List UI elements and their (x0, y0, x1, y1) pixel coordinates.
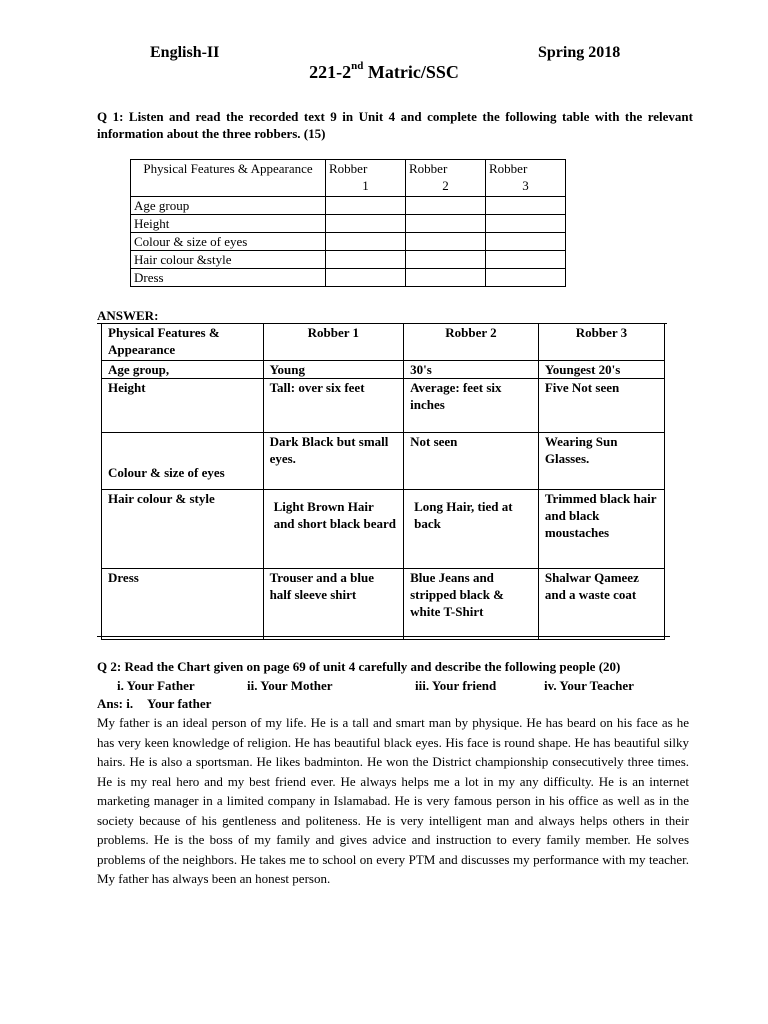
term-heading: Spring 2018 (538, 44, 621, 61)
blank-cell (486, 197, 566, 215)
table-row (131, 197, 566, 215)
robber-label: Robber (489, 161, 528, 176)
blank-cell (326, 215, 406, 233)
title-superscript: nd (351, 60, 364, 72)
blank-cell (486, 233, 566, 251)
row-label: Hair colour & style (102, 490, 264, 569)
answer-cell: Long Hair, tied at back (404, 490, 539, 569)
table-row (131, 251, 566, 269)
list-item: iii. Your friend (415, 678, 497, 693)
title-prefix: 221-2 (309, 62, 352, 82)
blank-cell (486, 269, 566, 287)
page-title (0, 62, 768, 83)
answer-cell: Shalwar Qameez and a waste coat (538, 569, 664, 640)
list-item: iv. Your Teacher (544, 678, 634, 693)
question-1: Q 1: Listen and read the recorded text 9 in Unit 4 and complete the following table with the relevant information about the three robbers. (15) (97, 109, 693, 141)
robber-label: Robber (409, 161, 448, 176)
blank-cell (326, 233, 406, 251)
header-robber-1 (326, 160, 406, 197)
answer-cell: Light Brown Hair and short black beard (263, 490, 404, 569)
question-2: Q 2: Read the Chart given on page 69 of unit 4 carefully and describe the following people (20) (97, 659, 621, 674)
table-row (102, 569, 665, 640)
row-label: Age group, (102, 361, 264, 379)
row-label: Height (131, 215, 326, 233)
robber-number: 2 (442, 178, 449, 193)
table-row (131, 233, 566, 251)
answer-cell: Blue Jeans and stripped black & white T-Shirt (404, 569, 539, 640)
row-label: Dress (102, 569, 264, 640)
answer-paragraph: My father is an ideal person of my life. He is a tall and smart man by physique. He has beard on his face as he has very keen knowledge of religion. He has beautiful black eyes. His face is round shape. He has beautiful silky hairs. He is also a sportsman. He likes badminton. He won the District championship consecutively three times. He is my real hero and my best friend ever. He always helps me a lot in my any difficulty. He is an internet marketing manager in a limited company in Islamabad. He is very famous person in his office as well as in the society because of his gentleness and politeness. He is very intelligent man and always helps others in their problems. He is the boss of my family and gives advice and instruction to every family member. He solves problems of the neighbors. He takes me to school on every PTM and discusses my performance with my teacher. My father has always been an honest person. (97, 715, 689, 886)
list-item: i. Your Father (117, 678, 195, 693)
table-row (131, 269, 566, 287)
blank-cell (326, 251, 406, 269)
answer-title: Your father (147, 696, 212, 711)
answer-label: ANSWER: (97, 308, 159, 323)
answer-cell: Tall: over six feet (263, 379, 404, 433)
answer-label: Ans: i. (97, 696, 134, 711)
answer-cell: Five Not seen (538, 379, 664, 433)
row-label: Hair colour &style (131, 251, 326, 269)
table-row (102, 379, 665, 433)
blank-cell (406, 269, 486, 287)
list-item: ii. Your Mother (247, 678, 333, 693)
answer-cell: Trimmed black hair and black moustaches (538, 490, 664, 569)
table-row (102, 490, 665, 569)
divider (97, 636, 670, 637)
title-suffix: Matric/SSC (363, 62, 459, 82)
blank-robbers-table (130, 159, 566, 287)
header-robber-3 (486, 160, 566, 197)
blank-cell (406, 233, 486, 251)
header-robber-2 (406, 160, 486, 197)
header-features: Physical Features & Appearance (131, 160, 326, 197)
row-label: Colour & size of eyes (131, 233, 326, 251)
robber-number: 1 (362, 178, 369, 193)
answer-cell: Young (263, 361, 404, 379)
table-row (102, 361, 665, 379)
blank-cell (486, 215, 566, 233)
robber-label: Robber (329, 161, 368, 176)
table-header-row (131, 160, 566, 197)
blank-cell (406, 197, 486, 215)
blank-cell (326, 197, 406, 215)
header-features: Physical Features & Appearance (102, 324, 264, 361)
table-row (102, 433, 665, 490)
row-label: Age group (131, 197, 326, 215)
answer-cell: Not seen (404, 433, 539, 490)
robber-number: 3 (522, 178, 529, 193)
blank-cell (486, 251, 566, 269)
table-row (131, 215, 566, 233)
row-label: Colour & size of eyes (102, 433, 264, 490)
header-robber-2: Robber 2 (404, 324, 539, 361)
answer-cell: 30's (404, 361, 539, 379)
answer-cell: Trouser and a blue half sleeve shirt (263, 569, 404, 640)
blank-cell (406, 215, 486, 233)
answer-header-row (102, 324, 665, 361)
answer-cell: Average: feet six inches (404, 379, 539, 433)
answer-cell: Youngest 20's (538, 361, 664, 379)
blank-cell (326, 269, 406, 287)
subject-heading: English-II (150, 44, 220, 61)
answer-cell: Dark Black but small eyes. (263, 433, 404, 490)
header-robber-3: Robber 3 (538, 324, 664, 361)
answer-table (101, 323, 665, 640)
header-robber-1: Robber 1 (263, 324, 404, 361)
row-label: Height (102, 379, 264, 433)
answer-cell: Wearing Sun Glasses. (538, 433, 664, 490)
row-label: Dress (131, 269, 326, 287)
blank-cell (406, 251, 486, 269)
